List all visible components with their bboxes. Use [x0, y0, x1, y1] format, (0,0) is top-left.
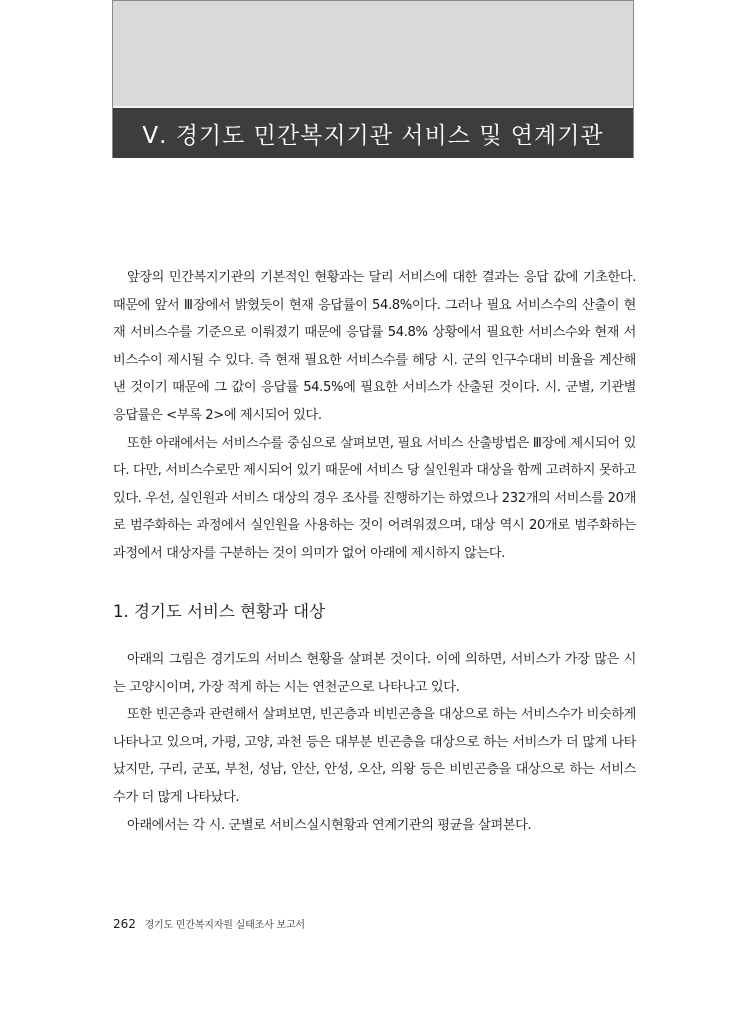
running-title: 경기도 민간복지자원 실태조사 보고서 — [144, 920, 305, 931]
chapter-title: Ⅴ. 경기도 민간복지기관 서비스 및 연계기관 — [142, 122, 604, 149]
page-number: 262 — [113, 917, 136, 931]
chapter-title-bar — [113, 106, 633, 158]
chapter-header-box — [112, 0, 634, 158]
section-1-paragraph-3: 아래에서는 각 시. 군별로 서비스실시현황과 연계기관의 평균을 살펴본다. — [127, 817, 532, 833]
intro-section — [113, 264, 636, 568]
intro-paragraph-1: 앞장의 민간복지기관의 기본적인 현황과는 달리 서비스에 대한 결과는 응답 값에 기초한다. 때문에 앞서 Ⅲ장에서 밝혔듯이 현재 응답률이 54.8%이다. 그러나 필요 서비스수의 산출이 현재 서비스수를 기준으로 이뤄졌기 때문에 응답률 54.8% 상황에서 필요한 서비스수와 현재 서비스수이 제시될 수 있다. 즉 현재 필요한 서비스수를 해당 시. 군의 인구수대비 비율을 계산해낸 것이기 때문에 그 값이 응답률 54.5%에 필요한 서비스가 산출된 것이다. 시. 군별, 기관별 응답률은 <부록 2>에 제시되어 있다. — [113, 270, 636, 423]
section-1-paragraph-1: 아래의 그림은 경기도의 서비스 현황을 살펴본 것이다. 이에 의하면, 서비스가 가장 많은 시는 고양시이며, 가장 적게 하는 시는 연천군으로 나타나고 있다. — [113, 652, 636, 695]
section-1-body — [113, 646, 636, 839]
page-footer — [113, 916, 305, 931]
section-heading: 1. 경기도 서비스 현황과 대상 — [113, 602, 326, 621]
section-1-paragraph-2: 또한 빈곤층과 관련해서 살펴보면, 빈곤층과 비빈곤층을 대상으로 하는 서비스수가 비슷하게 나타나고 있으며, 가평, 고양, 과천 등은 대부분 빈곤층을 대상으로 하는 서비스가 더 많게 나타났지만, 구리, 군포, 부천, 성남, 안산, 안성, 오산, 의왕 등은 비빈곤층을 대상으로 하는 서비스수가 더 많게 나타났다. — [113, 707, 636, 805]
intro-paragraph-2: 또한 아래에서는 서비스수를 중심으로 살펴보면, 필요 서비스 산출방법은 Ⅲ장에 제시되어 있다. 다만, 서비스수로만 제시되어 있기 때문에 서비스 당 실인원과 대상을 함께 고려하지 못하고 있다. 우선, 실인원과 서비스 대상의 경우 조사를 진행하기는 하였으나 232개의 서비스를 20개로 범주화하는 과정에서 실인원을 사용하는 것이 어려워졌으며, 대상 역시 20개로 범주화하는 과정에서 대상자를 구분하는 것이 의미가 없어 아래에 제시하지 않는다. — [113, 435, 636, 561]
